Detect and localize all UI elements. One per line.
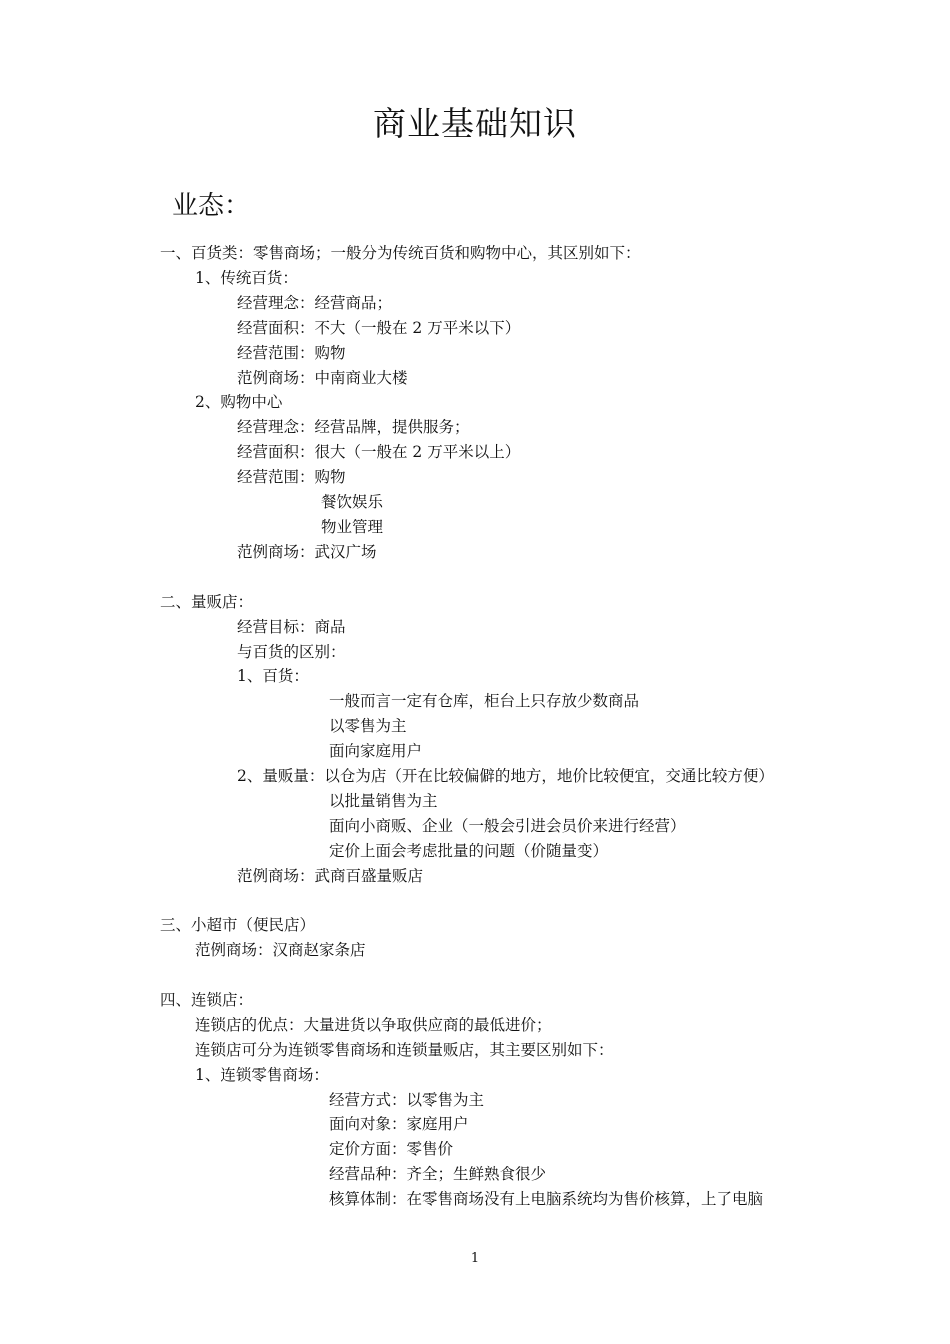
text-line: 经营方式：以零售为主 (329, 1091, 485, 1109)
text-line: 定价上面会考虑批量的问题（价随量变） (329, 842, 609, 860)
text-line: 与百货的区别： (237, 643, 346, 661)
text-line: 范例商场：中南商业大楼 (237, 369, 408, 387)
text-line: 1、传统百货： (195, 269, 298, 287)
text-line: 三、小超市（便民店） (160, 916, 316, 934)
text-line: 四、连锁店： (160, 991, 254, 1009)
text-line: 连锁店的优点：大量进货以争取供应商的最低进价； (195, 1016, 552, 1034)
text-line: 面向家庭用户 (329, 742, 423, 760)
text-line: 范例商场：武汉广场 (237, 543, 377, 561)
text-line: 以批量销售为主 (329, 792, 438, 810)
text-line: 2、购物中心 (195, 393, 283, 411)
text-line: 范例商场：汉商赵家条店 (195, 941, 366, 959)
text-line: 二、量贩店： (160, 593, 254, 611)
section-heading: 业态： (172, 191, 251, 221)
text-line: 一、百货类：零售商场；一般分为传统百货和购物中心，其区别如下： (160, 244, 641, 262)
text-line: 经营面积：很大（一般在 2 万平米以上） (237, 443, 521, 461)
text-line: 1、百货： (237, 667, 309, 685)
text-line: 经营理念：经营品牌，提供服务； (237, 418, 470, 436)
text-line: 经营目标：商品 (237, 618, 346, 636)
text-line: 一般而言一定有仓库，柜台上只存放少数商品 (329, 692, 640, 710)
text-line: 连锁店可分为连锁零售商场和连锁量贩店，其主要区别如下： (195, 1041, 614, 1059)
text-line: 范例商场：武商百盛量贩店 (237, 867, 424, 885)
text-line: 1、连锁零售商场： (195, 1066, 329, 1084)
document-title: 商业基础知识 (373, 104, 577, 143)
text-line: 2、量贩量：以仓为店（开在比较偏僻的地方，地价比较便宜，交通比较方便） (237, 767, 774, 785)
text-line: 经营范围：购物 (237, 344, 346, 362)
text-line: 物业管理 (321, 518, 384, 536)
text-line: 经营理念：经营商品； (237, 294, 393, 312)
text-line: 核算体制：在零售商场没有上电脑系统均为售价核算，上了电脑 (329, 1190, 764, 1208)
text-line: 定价方面：零售价 (329, 1140, 454, 1158)
text-line: 经营范围：购物 (237, 468, 346, 486)
text-line: 经营品种：齐全；生鲜熟食很少 (329, 1165, 547, 1183)
page-number: 1 (470, 1251, 480, 1266)
text-line: 面向对象：家庭用户 (329, 1115, 469, 1133)
text-line: 经营面积：不大（一般在 2 万平米以下） (237, 319, 521, 337)
text-line: 面向小商贩、企业（一般会引进会员价来进行经营） (329, 817, 686, 835)
text-line: 以零售为主 (329, 717, 407, 735)
text-line: 餐饮娱乐 (321, 493, 384, 511)
